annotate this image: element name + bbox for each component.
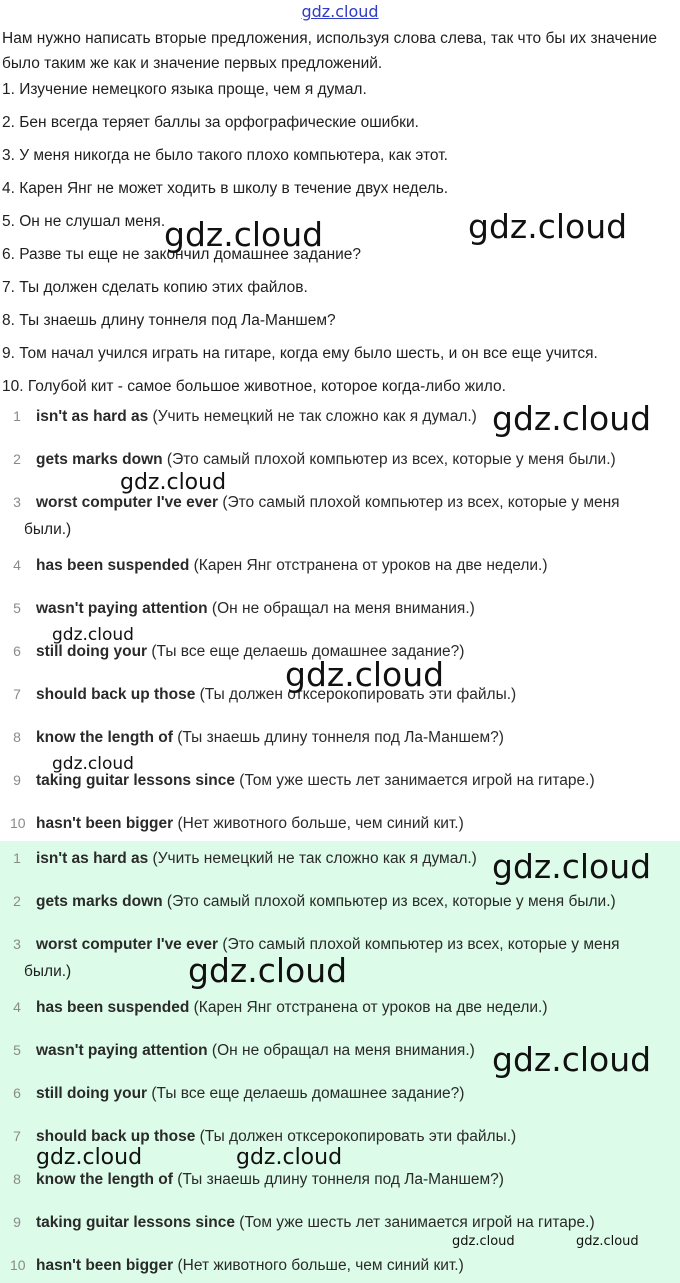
answer-translation: (Ты знаешь длину тоннеля под Ла-Маншем?) xyxy=(172,729,504,746)
answer-number: 3 xyxy=(13,936,21,952)
answer-translation: (Том уже шесть лет занимается игрой на гитаре.) xyxy=(234,1214,595,1231)
answer-number: 1 xyxy=(13,850,21,866)
answer-keyword: taking guitar lessons since xyxy=(36,1214,235,1231)
watermark: gdz.cloud xyxy=(52,625,134,645)
question-4: 4. Карен Янг не может ходить в школу в течение двух недель. xyxy=(2,180,449,197)
answer-translation: (Ты должен отксерокопировать эти файлы.) xyxy=(195,1128,517,1145)
question-6: 6. Разве ты еще не закончил домашнее задание? xyxy=(2,246,362,263)
answer-keyword: has been suspended xyxy=(36,999,190,1016)
answer-keyword: hasn't been bigger xyxy=(36,815,174,832)
answer-number: 8 xyxy=(13,729,21,745)
answer-translation: (Ты знаешь длину тоннеля под Ла-Маншем?) xyxy=(172,1171,504,1188)
answer-keyword: isn't as hard as xyxy=(36,850,149,867)
watermark: gdz.cloud xyxy=(576,1234,639,1249)
answer-number: 4 xyxy=(13,557,21,573)
answer-keyword: know the length of xyxy=(36,729,173,746)
answer-number: 9 xyxy=(13,1214,21,1230)
answer-number: 1 xyxy=(13,408,21,424)
answer-number: 5 xyxy=(13,600,21,616)
watermark: gdz.cloud xyxy=(36,1145,143,1170)
watermark: gdz.cloud xyxy=(120,470,227,495)
answer-translation: (Он не обращал на меня внимания.) xyxy=(207,1042,475,1059)
answer-number: 7 xyxy=(13,1128,21,1144)
answer-keyword: should back up those xyxy=(36,686,196,703)
answer-number: 10 xyxy=(10,1257,26,1273)
answer-keyword: taking guitar lessons since xyxy=(36,772,235,789)
answer-translation: (Учить немецкий не так сложно как я думал.) xyxy=(148,408,477,425)
answer-keyword: gets marks down xyxy=(36,893,163,910)
answer-keyword: still doing your xyxy=(36,643,148,660)
answer-translation: (Это самый плохой компьютер из всех, которые у меня были.) xyxy=(162,893,616,910)
answer-keyword: wasn't paying attention xyxy=(36,1042,208,1059)
question-3: 3. У меня никогда не было такого плохо компьютера, как этот. xyxy=(2,147,448,164)
answer-translation: (Учить немецкий не так сложно как я думал.) xyxy=(148,850,477,867)
site-link[interactable]: gdz.cloud xyxy=(301,2,379,21)
answer-number: 2 xyxy=(13,893,21,909)
answer-translation: (Нет животного больше, чем синий кит.) xyxy=(173,815,464,832)
answer-translation: (Карен Янг отстранена от уроков на две недели.) xyxy=(189,999,548,1016)
answer-number: 8 xyxy=(13,1171,21,1187)
answer-number: 5 xyxy=(13,1042,21,1058)
answer-keyword: has been suspended xyxy=(36,557,190,574)
watermark: gdz.cloud xyxy=(164,215,324,254)
answer-number: 6 xyxy=(13,1085,21,1101)
answer-translation: (Ты должен отксерокопировать эти файлы.) xyxy=(195,686,517,703)
task-intro: Нам нужно написать вторые предложения, используя слова слева, так что бы их значение было таким же как и значение первых предложений. xyxy=(2,30,657,72)
question-5: 5. Он не слушал меня. xyxy=(2,213,166,230)
question-2: 2. Бен всегда теряет баллы за орфографические ошибки. xyxy=(2,114,419,131)
answer-keyword: wasn't paying attention xyxy=(36,600,208,617)
answer-translation: (Это самый плохой компьютер из всех, которые у меня xyxy=(218,494,620,511)
answer-number: 3 xyxy=(13,494,21,510)
answer-number: 10 xyxy=(10,815,26,831)
watermark: gdz.cloud xyxy=(236,1145,343,1170)
answer-keyword: hasn't been bigger xyxy=(36,1257,174,1274)
watermark: gdz.cloud xyxy=(188,951,348,990)
answer-keyword: worst computer I've ever xyxy=(36,494,219,511)
watermark: gdz.cloud xyxy=(492,399,652,438)
question-1: 1. Изучение немецкого языка проще, чем я думал. xyxy=(2,81,367,98)
watermark: gdz.cloud xyxy=(492,1040,652,1079)
question-7: 7. Ты должен сделать копию этих файлов. xyxy=(2,279,308,296)
watermark: gdz.cloud xyxy=(468,207,628,246)
watermark: gdz.cloud xyxy=(285,655,445,694)
question-9: 9. Том начал учился играть на гитаре, когда ему было шесть, и он все еще учится. xyxy=(2,345,598,362)
answer-number: 7 xyxy=(13,686,21,702)
answer-translation-cont: были.) xyxy=(24,521,72,538)
answer-translation: (Он не обращал на меня внимания.) xyxy=(207,600,475,617)
answer-translation: (Нет животного больше, чем синий кит.) xyxy=(173,1257,464,1274)
answer-number: 9 xyxy=(13,772,21,788)
answer-keyword: gets marks down xyxy=(36,451,163,468)
answer-number: 4 xyxy=(13,999,21,1015)
answer-keyword: should back up those xyxy=(36,1128,196,1145)
answer-translation: (Ты все еще делаешь домашнее задание?) xyxy=(147,1085,465,1102)
answer-translation: (Это самый плохой компьютер из всех, которые у меня xyxy=(218,936,620,953)
answer-keyword: isn't as hard as xyxy=(36,408,149,425)
answer-keyword: know the length of xyxy=(36,1171,173,1188)
answer-translation: (Это самый плохой компьютер из всех, которые у меня были.) xyxy=(162,451,616,468)
watermark: gdz.cloud xyxy=(452,1234,515,1249)
answer-translation: (Ты все еще делаешь домашнее задание?) xyxy=(147,643,465,660)
answer-keyword: still doing your xyxy=(36,1085,148,1102)
answer-translation: (Карен Янг отстранена от уроков на две недели.) xyxy=(189,557,548,574)
question-10: 10. Голубой кит - самое большое животное, которое когда-либо жило. xyxy=(2,378,506,395)
question-8: 8. Ты знаешь длину тоннеля под Ла-Маншем? xyxy=(2,312,336,329)
answer-translation: (Том уже шесть лет занимается игрой на гитаре.) xyxy=(234,772,595,789)
answer-number: 6 xyxy=(13,643,21,659)
answer-number: 2 xyxy=(13,451,21,467)
watermark: gdz.cloud xyxy=(52,754,134,774)
watermark: gdz.cloud xyxy=(492,847,652,886)
answer-translation-cont: были.) xyxy=(24,963,72,980)
answer-keyword: worst computer I've ever xyxy=(36,936,219,953)
